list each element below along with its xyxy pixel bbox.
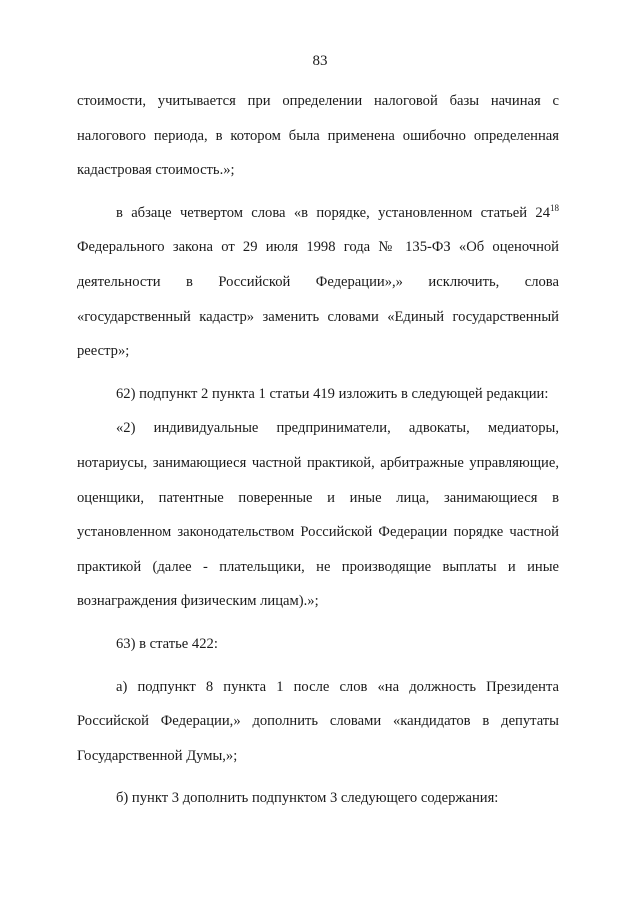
page-number: 83 [312, 53, 328, 69]
superscript-article-number: 18 [550, 202, 559, 213]
paragraph-item-62: 62) подпункт 2 пункта 1 статьи 419 изложить в следующей редакции: [116, 385, 549, 402]
paragraph-subitem-a: а) подпункт 8 пункта 1 после слов «на должность Президента Российской Федерации,» дополнить словами «кандидатов в депутаты Государственной Думы,»; [77, 678, 559, 764]
document-body [77, 84, 559, 816]
paragraph-quoted-subitem-2: «2) индивидуальные предприниматели, адвокаты, медиаторы, нотариусы, занимающиеся частной практикой, арбитражные управляющие, оценщики, патентные поверенные и иные лица, занимающиеся в установленном законодательством Российской Федерации порядке частной практикой (далее - плательщики, не производящие выплаты и иные вознаграждения физическим лицам).»; [77, 420, 559, 610]
paragraph-text: в абзаце четвертом слова «в порядке, установленном статьей 24 [116, 204, 550, 221]
paragraph-continuation: стоимости, учитывается при определении налоговой базы начиная с налогового периода, в котором была применена ошибочно определенная кадастровая стоимость.»; [77, 93, 559, 179]
paragraph-item-63: 63) в статье 422: [116, 635, 218, 652]
paragraph-subitem-b: б) пункт 3 дополнить подпунктом 3 следующего содержания: [116, 790, 499, 807]
paragraph-text: Федерального закона от 29 июля 1998 года № 135-ФЗ «Об оценочной деятельности в Российской Федерации»,» исключить, слова «государственный кадастр» заменить словами «Единый государственный реестр»; [77, 239, 559, 360]
paragraph-abzac-fourth [77, 196, 559, 369]
